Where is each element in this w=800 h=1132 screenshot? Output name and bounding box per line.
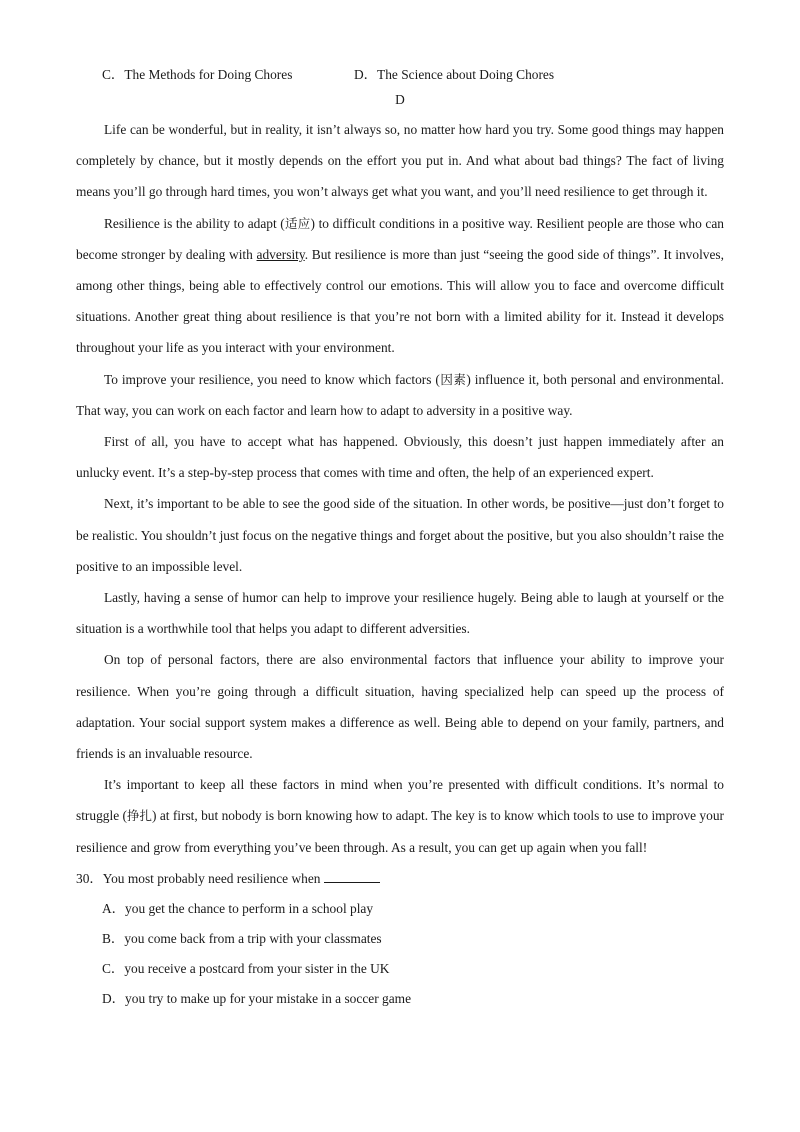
chinese-gloss: 挣扎	[126, 808, 152, 824]
question-30	[76, 864, 724, 894]
paragraph-2: Resilience is the ability to adapt (适应) to difficult conditions in a positive way. Resilient people are those who can become stronger by dealing with adversity. But resilience is more than just “seeing the good side of things”. It involves, among other things, being able to effectively control our emotions. This will allow you to face and overcome difficult situations. Another great thing about resilience is that you’re not born with a limited ability for it. Instead it develops throughout your life as you interact with your environment.	[76, 215, 724, 356]
choice-a: A．you get the chance to perform in a school play	[102, 900, 374, 916]
question-stem: 30．You most probably need resilience when	[76, 870, 321, 886]
option-c: C．The Methods for Doing Chores	[102, 67, 293, 82]
paragraph-4: First of all, you have to accept what has happened. Obviously, this doesn’t just happen immediately after an unlucky event. It’s a step-by-step process that comes with time and often, the help of an experienced expert.	[76, 434, 724, 481]
paragraph-6: Lastly, having a sense of humor can help to improve your resilience hugely. Being able to laugh at yourself or the situation is a worthwhile tool that helps you adapt to different adversities.	[76, 590, 724, 637]
chinese-gloss: 适应	[284, 215, 311, 231]
section-label: D	[395, 92, 405, 107]
choice-c: C．you receive a postcard from your sister in the UK	[102, 960, 390, 976]
paragraph-3: To improve your resilience, you need to know which factors (因素) influence it, both personal and environmental. That way, you can work on each factor and learn how to adapt to adversity in a positive way.	[76, 371, 724, 418]
chinese-gloss: 因素	[439, 371, 467, 387]
paragraph-5: Next, it’s important to be able to see the good side of the situation. In other words, be positive—just don’t forget to be realistic. You shouldn’t just focus on the negative things and forget about the positive, but you also shouldn’t raise the positive to an impossible level.	[76, 496, 724, 574]
previous-question-options	[76, 58, 724, 86]
paragraph-1: Life can be wonderful, but in reality, it isn’t always so, no matter how hard you try. Some good things may happen completely by chance, but it mostly depends on the effort you put in. And what about bad things? The fact of living means you’ll go through hard times, you won’t always get what you want, and you’ll need resilience to get through it.	[76, 122, 724, 200]
exam-page	[76, 58, 724, 1014]
option-d: D．The Science about Doing Chores	[354, 67, 555, 82]
choice-b: B．you come back from a trip with your classmates	[102, 930, 382, 946]
answer-blank	[324, 870, 380, 883]
paragraph-8: It’s important to keep all these factors in mind when you’re presented with difficult conditions. It’s normal to struggle (挣扎) at first, but nobody is born knowing how to adapt. The key is to know which tools to use to improve your resilience and grow from everything you’ve been through. As a result, you can get up again when you fall!	[76, 777, 724, 855]
question-30-choices	[76, 894, 724, 1014]
reading-passage	[76, 114, 724, 863]
choice-d: D．you try to make up for your mistake in a soccer game	[102, 990, 412, 1006]
underlined-word: adversity	[256, 246, 305, 262]
paragraph-7: On top of personal factors, there are also environmental factors that influence your ability to improve your resilience. When you’re going through a difficult situation, having specialized help can speed up the process of adaptation. Your social support system makes a difference as well. Being able to depend on your family, partners, and friends is an invaluable resource.	[76, 652, 724, 762]
